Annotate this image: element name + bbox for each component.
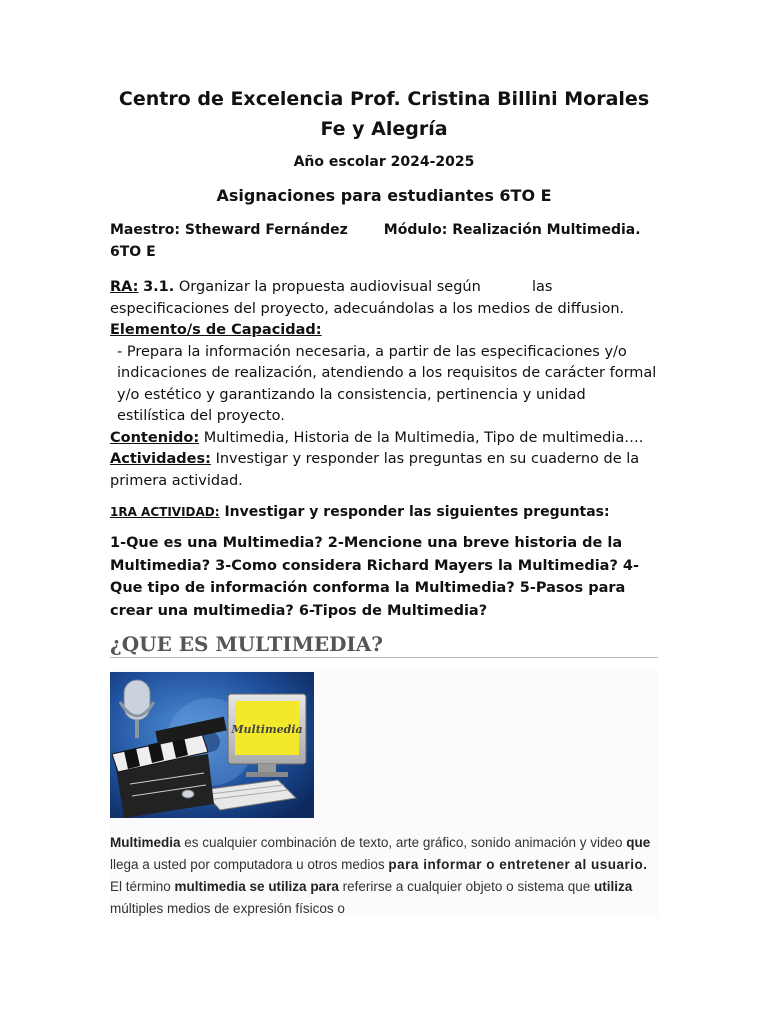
mouse-icon [182, 790, 194, 798]
group-name: 6TO E [110, 244, 156, 260]
article-word-2: que [626, 835, 651, 850]
ra-label: RA: [110, 279, 139, 295]
contenido-line [110, 428, 658, 450]
ra-paragraph [110, 277, 658, 320]
article-word-5: utiliza [593, 879, 633, 894]
article-word-4: multimedia se utiliza para [174, 879, 339, 894]
elementos-label: Elemento/s de Capacidad: [110, 322, 322, 338]
section-heading: ¿QUE ES MULTIMEDIA? [110, 632, 658, 658]
article-text-4: referirse a cualquier objeto o sistema que [338, 879, 594, 894]
page-subtitle: Asignaciones para estudiantes 6TO E [216, 186, 552, 205]
activity-label: 1RA ACTIVIDAD: [110, 505, 220, 519]
ra-text-c: especificaciones del proyecto, adecuándolas a los medios de diffusion. [110, 300, 625, 317]
document-page [110, 84, 658, 917]
article-excerpt [110, 670, 658, 917]
article-word-3: para informar o entretener al usuario. [388, 857, 648, 872]
article-text-1: es cualquier combinación de texto, arte gráfico, sonido animación y video [180, 835, 627, 850]
contenido-label: Contenido: [110, 429, 200, 446]
contenido-text: Multimedia, Historia de la Multimedia, Tipo de multimedia…. [203, 429, 644, 446]
activity-heading [110, 504, 658, 520]
ra-number: 3.1. [143, 279, 175, 295]
ra-text-b: las [532, 279, 553, 295]
elementos-text: - Prepara la información necesaria, a partir de las especificaciones y/o indicaciones de realización, atendiendo a los requisitos de carácter formal y/o estético y garantizando la consistencia, pertinencia y unidad estilística del proyecto. [117, 343, 657, 424]
article-text-2: llega a usted por computadora u otros medios [110, 857, 389, 872]
teacher-module-line [110, 219, 658, 263]
multimedia-illustration [110, 672, 314, 818]
page-title: Centro de Excelencia Prof. Cristina Billini Morales Fe y Alegría [118, 88, 650, 140]
elementos-section [110, 320, 658, 428]
article-text-3: El término [110, 879, 175, 894]
monitor-screen-text: Multimedia [231, 723, 303, 736]
ra-text-a: Organizar la propuesta audiovisual según [178, 279, 481, 295]
actividades-line [110, 449, 658, 492]
questions-list: 1-Que es una Multimedia? 2-Mencione una breve historia de la Multimedia? 3-Como considera Richard Mayers la Multimedia? 4-Que tipo de información conforma la Multimedia? 5-Pasos para crear una multimedia? 6-Tipos de Multimedia? [110, 535, 640, 619]
activity-text: Investigar y responder las siguientes preguntas: [224, 504, 610, 520]
teacher-name: Maestro: Stheward Fernández [110, 222, 348, 238]
article-word-1: Multimedia [110, 835, 181, 850]
article-text-5: múltiples medios de expresión físicos o [110, 901, 345, 916]
actividades-text: Investigar y responder las preguntas en su cuaderno de la primera actividad. [110, 451, 640, 489]
actividades-label: Actividades: [110, 451, 211, 467]
module-name: Módulo: Realización Multimedia. [383, 222, 641, 238]
article-text [110, 832, 658, 920]
school-year: Año escolar 2024-2025 [293, 154, 475, 170]
